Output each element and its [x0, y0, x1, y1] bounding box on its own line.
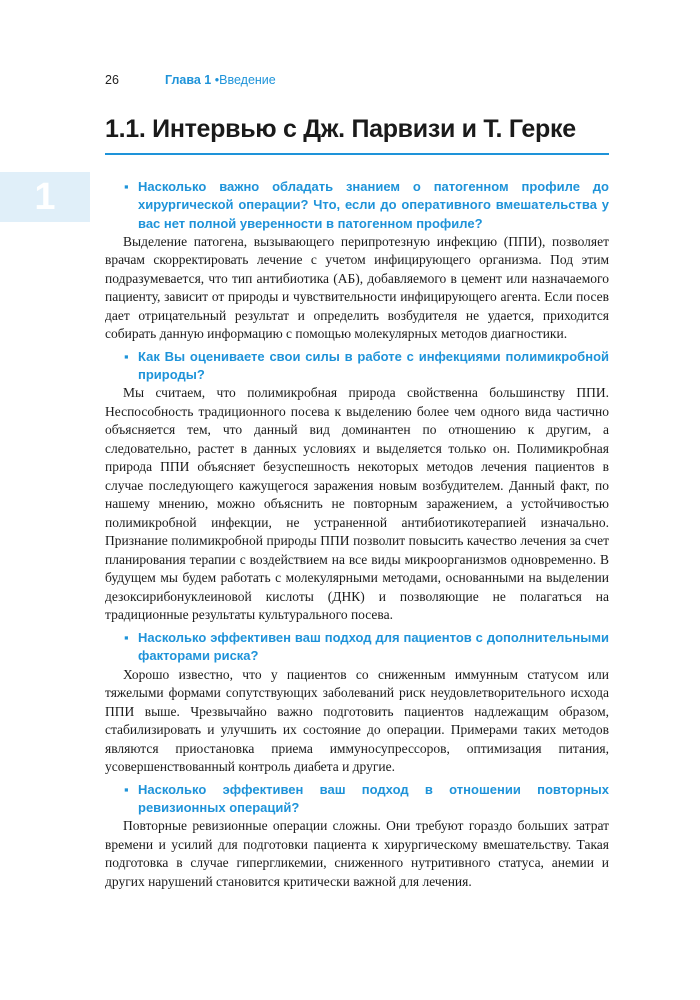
question-4-text: Насколько эффективен ваш подход в отношении повторных ревизионных операций? [138, 781, 609, 815]
title-underline [105, 153, 609, 155]
running-header [105, 73, 276, 87]
chapter-side-tab [0, 172, 90, 222]
question-4 [105, 781, 609, 818]
section-name: Введение [219, 73, 276, 87]
answer-1: Выделение патогена, вызывающего перипротезную инфекцию (ППИ), позволяет врачам скорректировать лечение с учетом инфицирующего организма. Под этим подразумевается, что тип антибиотика (АБ), добавляемого в цемент или назначаемого пациенту, зависит от природы и чувствительности инфицирующего агента. Если посев дает отрицательный результат и определить возбудителя не удается, приходится собирать данную информацию с помощью молекулярных методов диагностики. [105, 233, 609, 342]
question-2 [105, 348, 609, 385]
square-bullet-icon: ▪ [124, 629, 129, 645]
chapter-tab-number: 1 [34, 175, 56, 218]
interview-body [105, 178, 609, 891]
question-1 [105, 178, 609, 233]
question-2-text: Как Вы оцениваете свои силы в работе с инфекциями полимикробной природы? [138, 348, 609, 383]
square-bullet-icon: ▪ [124, 348, 129, 364]
answer-4: Повторные ревизионные операции сложны. Они требуют гораздо больших затрат времени и усилий для подготовки пациента к хирургическому вмешательству. Такая подготовка в случае гипергликемии, сниженного нутритивного статуса, анемии и других нарушений становится критически важной для лечения. [105, 818, 609, 889]
question-3 [105, 629, 609, 666]
answer-2: Мы считаем, что полимикробная природа свойственна большинству ППИ. Неспособность традиционного посева к выделению более чем одного вида частично объясняется тем, что данный вид доминантен по отношению к другим, а следовательно, растет в данных условиях и выделяется только он. Полимикробная природа ППИ объясняет безуспешность некоторых методов лечения пациентов в случае последующего кажущегося заражения новым возбудителем. Данный факт, по нашему мнению, можно объяснить не повторным заражением, а устойчивостью полимикробной инфекции, не устраненной антибиотикотерапией изначально. Признание полимикробной природы ППИ позволит повысить качество лечения за счет планирования терапии с воздействием на все виды микроорганизмов одновременно. В будущем мы будем работать с молекулярными методами, основанными на выделении дезоксирибонуклеиновой кислоты (ДНК) и позволяющие не полагаться на традиционные результаты культурального посева. [105, 385, 609, 623]
answer-3: Хорошо известно, что у пациентов со сниженным иммунным статусом или тяжелыми формами сопутствующих заболеваний риск неудовлетворительного исхода ППИ выше. Чрезвычайно важно подготовить пациентов надлежащим образом, стабилизировать и улучшить их состояние до операции. Примерами таких методов являются приостановка приема иммуносупрессоров, оптимизация питания, усовершенствованный контроль диабета и другие. [105, 666, 609, 775]
chapter-name: Глава 1 [165, 73, 212, 87]
page-number: 26 [105, 73, 119, 87]
header-separator: • [214, 73, 220, 87]
question-3-text: Насколько эффективен ваш подход для пациентов с дополнительными факторами риска? [138, 629, 609, 664]
square-bullet-icon: ▪ [124, 179, 129, 194]
question-1-text: Насколько важно обладать знанием о патогенном профиле до хирургической операции? Что, если до оперативного вмешательства у вас нет полной уверенности в патогенном профиле? [138, 179, 609, 231]
page-title: 1.1. Интервью с Дж. Парвизи и Т. Герке [105, 115, 576, 143]
square-bullet-icon: ▪ [124, 781, 129, 797]
